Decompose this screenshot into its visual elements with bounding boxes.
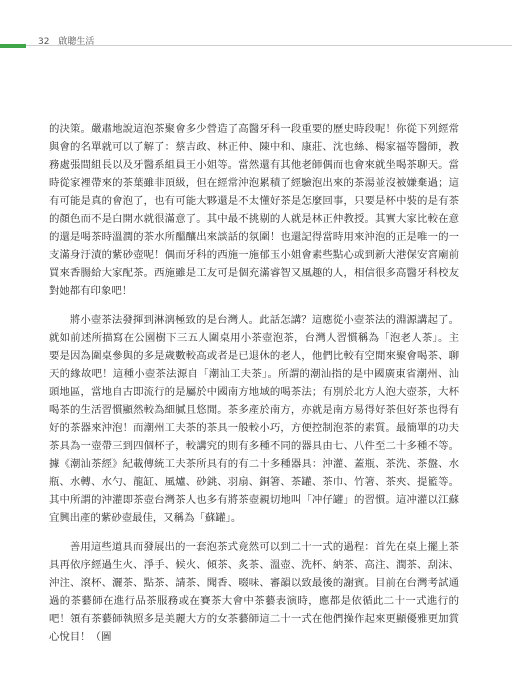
header-accent-bar [0,44,26,48]
header-rule [26,45,512,46]
paragraph-3: 善用這些道具而發展出的一套泡茶式竟然可以到二十一式的過程：首先在桌上擺上茶具再依序經過生火、淨手、候火、傾茶、炙茶、溫壺、洗杯、納茶、高注、潤茶、刮沫、沖注、滾杯、灑茶、點茶、請茶、聞香、啜味、審韻以致最後的謝賓。目前在台灣考試通過的茶藝師在進行品茶服務或在賽茶大會中茶藝表演時，應都是依循此二十一式進行的吧！領有茶藝師執照多是美麗大方的女茶藝師這二十一式在他們操作起來更顯優雅更加賞心悅目！（圖 [49,541,459,643]
book-title: 啟聰生活 [58,37,95,47]
body-text [49,120,459,657]
paragraph-2: 將小壺茶法發揮到淋漓極致的是台灣人。此話怎講？這應從小壺茶法的淵源講起了。就如前述所描寫在公園樹下三五人圍桌用小茶壺泡茶，台灣人習慣稱為「泡老人茶」。主要是因為圍桌參與的多是歲數較高或者是已退休的老人，他們比較有空閒來聚會喝茶、聊天的緣故吧！這種小壺茶法源自「潮汕工夫茶」。所謂的潮汕指的是中國廣東省潮州、汕頭地區，當地自古即流行的是屬於中國南方地域的喝茶法；有別於北方人泡大壺茶，大杯喝茶的生活習慣顯然較為細膩且悠閒。茶多產於南方，亦就是南方易得好茶但好茶也得有好的茶器來沖泡！而潮州工夫茶的茶具一般較小巧，方便控制泡茶的素質。最簡單的功夫茶具為一壺帶三到四個杯子，較講究的則有多種不同的器具由七、八件至二十多種不等。據《潮汕茶經》紀載傳統工夫茶所具有的有二十多種器具：沖灌、蓋瓶、茶洗、茶盤、水瓶、水轉、水勺、龍缸、風爐、砂銚、羽扇、銅箸、茶罐、茶巾、竹箸、茶夾、提籃等。其中所謂的沖灌即茶壺台灣茶人也多有將茶壺親切地叫「冲仔罐」的習慣。這冲灌以江蘇宜興出產的紫砂壺最佳，又稱為「蘇罐」。 [49,314,459,524]
paragraph-1: 的決策。嚴肅地說這泡茶聚會多少營造了高醫牙科一段重要的歷史時段呢！你從下列經常與會的名單就可以了解了：蔡吉政、林正仲、陳中和、康莊、沈也絲、楊家福等醫師，教務處張間組長以及牙醫系組員王小姐等。當然還有其他老師偶而也會來就坐喝茶聊天。當時從家裡帶來的茶葉雖非頂級，但在經常沖泡累積了經驗泡出來的茶湯並沒被嫌棄過；這有可能是真的會泡了，也有可能大夥還是不太懂好茶是怎麼回事，只要是杯中裝的是有茶的顏色而不是白開水就很滿意了。其中最不挑剔的人就是林正仲教授。其實大家比較在意的還是喝茶時溫潤的茶水所醞釀出來談話的氛圍！也還記得當時用來沖泡的正是唯一的一支滿身汙漬的紫砂壺呢！偶而牙科的西施一施郁玉小姐會素些點心或到新大港保安宮廟前買來香腸給大家配茶。西施雖是工友可是個充滿睿智又風趣的人，相信很多高醫牙科校友對她都有印象吧！ [49,123,459,297]
page-number: 32 [38,37,50,47]
running-header [38,34,94,47]
